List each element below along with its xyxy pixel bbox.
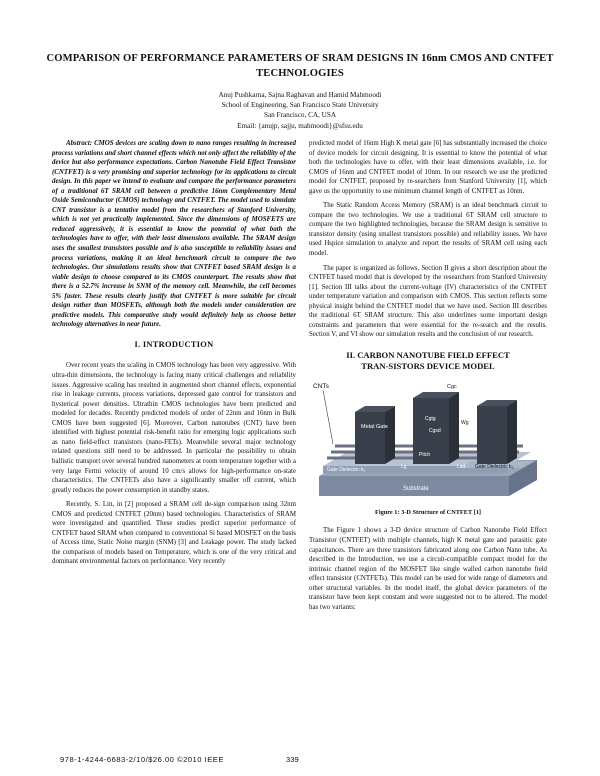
intro-paragraph: Recently, S. Lin, in [2] proposed a SRAM cell de-sign comparison using 32nm CMOS and predicted CNTFET (20nm) based technologies. Characteristics of SRAM were investigated and quantified. These studies predict superior performance of CNTFET based SRAM when compared to conventional Si based MOSFET on the basis of Access time, Static Noise margin (SNM) [3] and Leakage power. The study lacked the comparison of models based on Temperature, which is one of the very critical and dominant environmental factors on performance. Very recently: [52, 501, 296, 566]
label-gate-dielectric-k2: Gate Dielectric k₂: [475, 463, 514, 470]
label-cgtg: Cgtg: [425, 415, 436, 422]
label-cnts: CNTs: [313, 382, 329, 390]
label-lg: Lg: [401, 463, 407, 470]
author-names: Anuj Pushkarna, Sajna Raghavan and Hamid Mahmoodi: [218, 91, 382, 99]
body-paragraph: The paper is organized as follows. Section II gives a short description about the CNTFET based model that is developed by the researchers from Stanford University [1]. Section III talks about the current-voltage (IV) characteristics of the CNTFET under temperature variation and comparison with CMOS. This section reflects some physical insight behind the CNTFET model that we have used. Section III describes the traditional 6T SRAM structure. This also underlines some important design constraints and parameters that were essential for the re-search and the results. Section V, and VI show our simulation results and the conclusion of our research.: [309, 264, 547, 339]
body-paragraph: predicted model of 16nm High K metal gate [6] has substantially increased the choice of device models for circuit designing. It is essential to know the potential of what both the technologies have to offer, with their least dimensions available, i.e. for CMOS of 16nm and CNTFET model of 10nm. In our research we use the predicted model for CNTFET, proposed by re-searchers from Stanford University [1], which gave us the opportunity to use minimum channel length of CNTFET as 10nm.: [309, 140, 547, 195]
author-affiliation: School of Engineering, San Francisco State University: [221, 101, 379, 110]
section-heading-line: TRAN-SISTORS DEVICE MODEL: [361, 360, 495, 371]
author-block: [150, 90, 450, 131]
cntfet-3d-diagram: [309, 376, 547, 504]
label-gate-dielectric-k1: Gate Dielectric k₁: [327, 466, 366, 473]
body-paragraph: The Static Random Access Memory (SRAM) is an ideal benchmark circuit to compare the two technologies. We use a traditional 6T SRAM cell structure to compare the two highlighted technologies, because the SRAM design is sensitive to transistor density (using smallest transistors possible) and reliability issues. We have used Hspice simulation to analyze and report the results of SRAM cell using each model.: [309, 202, 547, 258]
abstract-text: CMOS devices are scaling down to nano ranges resulting in increased process variations and short channel effects which not only affect the reliability of the device but also performance expectations. Carbon Nanotube Field Effect Transistor (CNTFET) is a very promising and superior technology for its applications to circuit design. In this paper we intend to evaluate and compare the performance parameters of a traditional 6T SRAM cell between a predictive 16nm Complementary Metal Oxide Semiconductor (CMOS) technology and CNTFET. The model used to simulate CNT transistor is a tentative model from the researchers of Stanford University, which is not yet practically implemented. Since the dimensions of MOSFETS are reduced aggressively, it is essential to know the potential of what both the technologies have to offer, with their least dimensions available. The SRAM design uses the smallest transistors possible and is also susceptible to reliability issues and process variations, making it an ideal benchmark circuit to compare the two technologies. Our simulations results show that CNTFET based SRAM design is a viable design to choose compared to its CMOS counterpart. The results show that there is a 52.7% increase in SNM of the memory cell. Meanwhile, the cell becomes 5% faster. These results clearly justify that CNTFET is more suitable for circuit design rather than MOSFETs, although both the models under consideration are predictive models. This comparative study would definitely help us choose better technology alternatives in near future.: [52, 140, 296, 329]
footer-isbn: 978-1-4244-6683-2/10/$26.00 ©2010 IEEE: [60, 755, 224, 764]
page-number: 339: [286, 755, 299, 764]
abstract: [52, 139, 296, 330]
section-heading-cntfet: [309, 350, 547, 372]
label-wg: Wg: [461, 419, 469, 426]
metal-gate-left: [355, 406, 395, 464]
label-substrate: Substrate: [403, 485, 429, 492]
label-lsd: Lsd: [457, 463, 466, 470]
figure-caption: Figure 1: 3-D Structure of CNTFET [1]: [375, 508, 481, 516]
label-pitch: Pitch: [419, 451, 431, 458]
metal-gate-right: [477, 400, 517, 464]
label-cgc: Cgc: [447, 383, 457, 390]
cntfet-figure: [309, 376, 547, 504]
label-metal-gate: Metal Gate: [361, 423, 388, 430]
body-paragraph: The Figure 1 shows a 3-D device structure of Carbon Nanotube Field Effect Transistor (CNTFET) with multiple channels, high K metal gate and parasitic gate capacitances. There are three transistors fabricated along one Carbon Nano tube. As described in the Introduction, we use a circuit-compatible compact model for the intrinsic channel region of the MOSFET like single walled carbon nanotube field effect transistor (CNTFETs). This model can be used for wide range of diameters and other structural variables. In the model itself, the global device parameters of the transistor have been kept constant and were suggested not to be altered. The model has two variants:: [309, 527, 547, 611]
section-heading-introduction: I. INTRODUCTION: [134, 339, 214, 349]
left-column: [52, 139, 296, 572]
abstract-label: Abstract:: [66, 140, 93, 147]
right-column: [309, 139, 547, 617]
author-location: San Francisco, CA, USA: [263, 111, 337, 120]
author-email: Email: {anujp, sajju, mahmoodi}@sfsu.edu: [237, 121, 363, 130]
paper-title: COMPARISON OF PERFORMANCE PARAMETERS OF SRAM DESIGNS IN 16nm CMOS AND CNTFET TECHNOLOGIES: [46, 53, 554, 79]
label-cgsd: Cgsd: [429, 427, 441, 434]
section-heading-line: II. CARBON NANOTUBE FIELD EFFECT: [346, 349, 510, 360]
intro-paragraph: Over recent years the scaling in CMOS technology has been very aggressive. With ultra-thin dimensions, the technology is facing many critical challenges and reliability issues. Aggressive scaling has resulted in augmented short channel effects, exponential rise in leakage currents, process variations, depressed gate control for transistors and hysterical power densities. Ultrathin CMOS technologies have been predicted and modeled for decades. Recently predicted models of order of 22nm and 16nm in Bulk CMOS have been suggested [6]. Moreover, Carbon nanotubes (CNT) have been identified with highest potential risk-benefit ratio for emerging logic applications such as nano field-effect transistors (nano-FETs). Meanwhile several major technology related questions still need to be addressed. In particular the possibility to obtain ballistic transport over several hundred nanometers at room temperature together with a very large Fermi velocity of around 10 cm/s allows for high-performance on-state characteristics. The CNTFETs also have a significantly smaller off current, which greatly reduces the power consumption in standby states.: [52, 362, 296, 494]
